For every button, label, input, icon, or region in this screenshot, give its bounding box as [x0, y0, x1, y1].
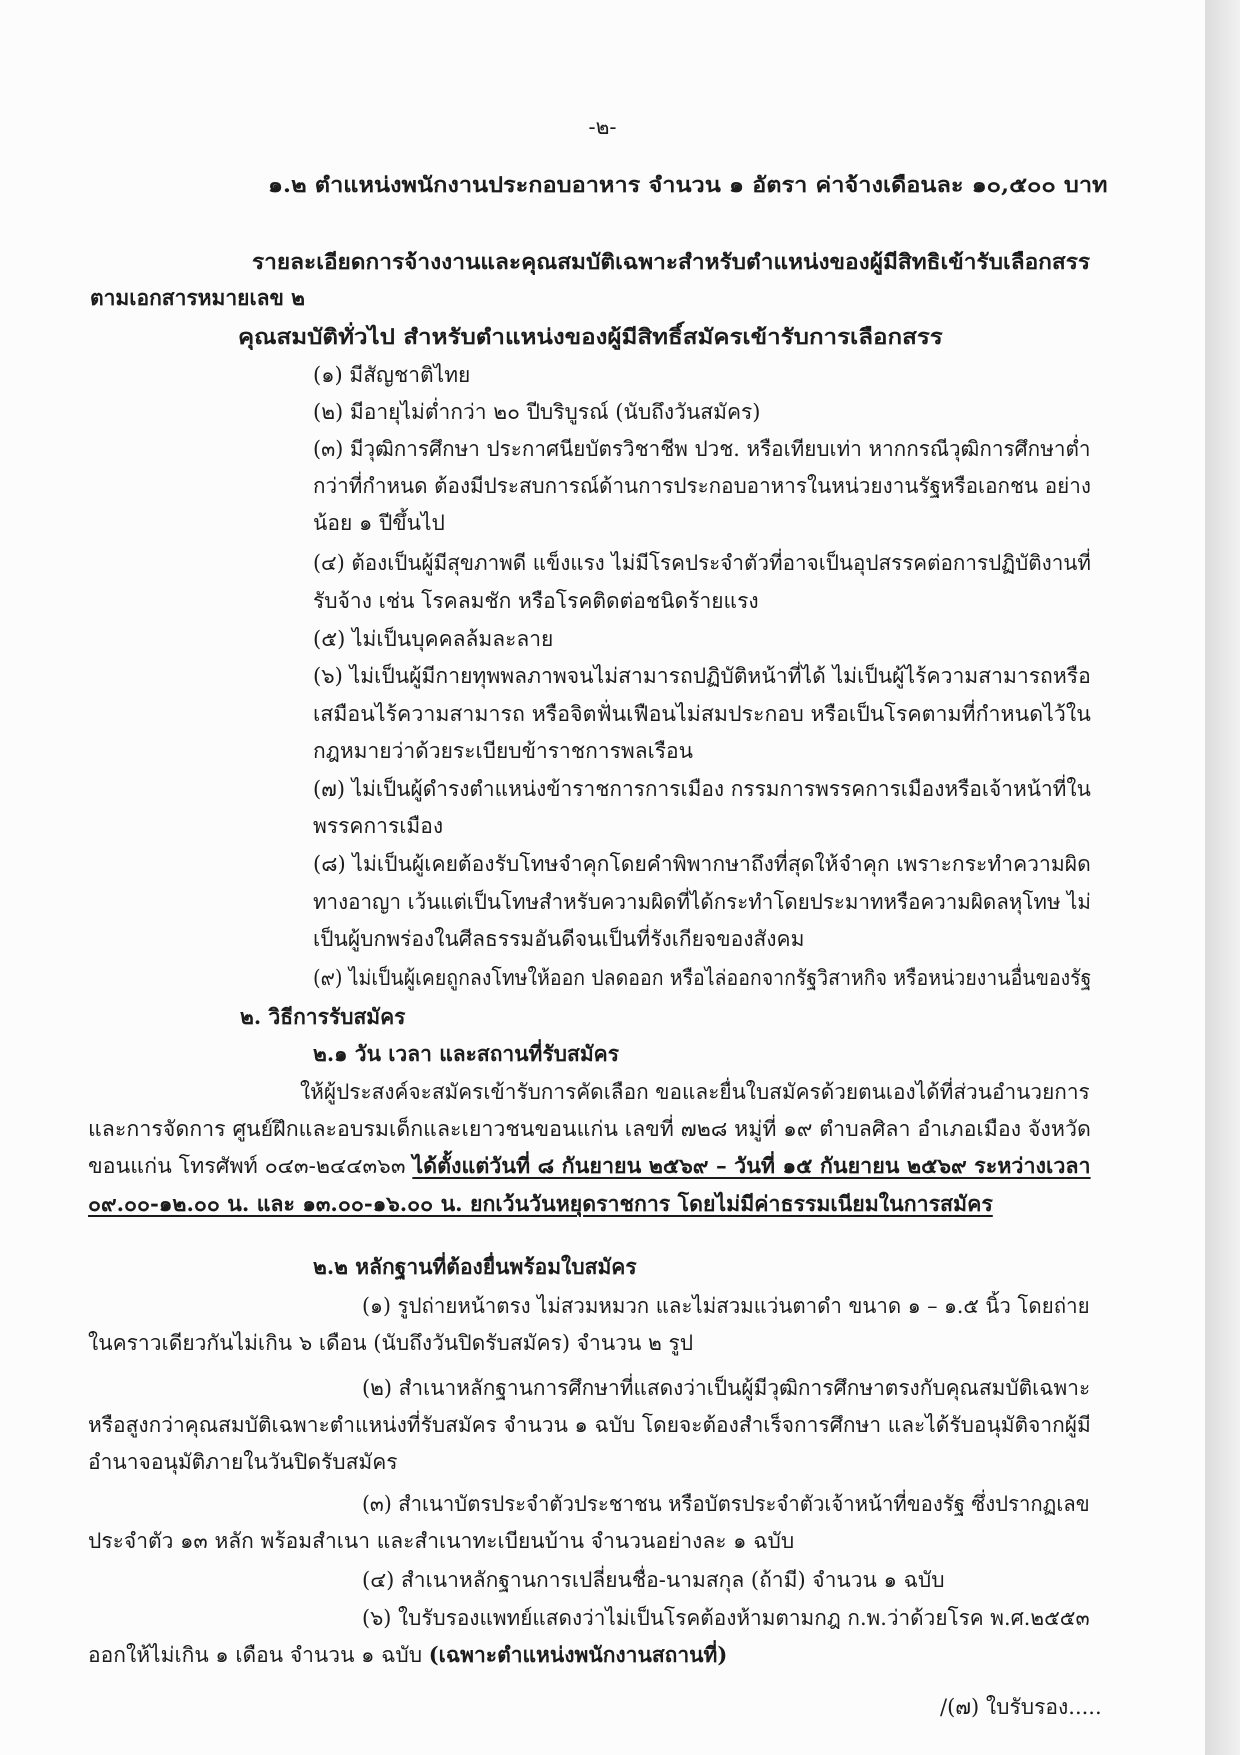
qualification-item: (๗) ไม่เป็นผู้ดำรงตำแหน่งข้าราชการการเมือง กรรมการพรรคการเมืองหรือเจ้าหน้าที่ใน — [313, 777, 1091, 801]
qualification-item-cont: เสมือนไร้ความสามารถ หรือจิตฟั่นเฟือนไม่สมประกอบ หรือเป็นโรคตามที่กำหนดไว้ใน — [313, 702, 1091, 726]
application-paragraph-line — [88, 1151, 1091, 1181]
document-item-cont — [88, 1640, 727, 1670]
qualification-item: (๓) มีวุฒิการศึกษา ประกาศนียบัตรวิชาชีพ ปวช. หรือเทียบเท่า หากกรณีวุฒิการศึกษาต่ำ — [313, 437, 1091, 461]
phone-text: ขอนแก่น โทรศัพท์ ๐๔๓-๒๔๔๓๖๓ — [88, 1154, 413, 1178]
document-item: (๒) สำเนาหลักฐานการศึกษาที่แสดงว่าเป็นผู้มีวุฒิการศึกษาตรงกับคุณสมบัติเฉพาะ — [362, 1376, 1091, 1400]
application-hours-text: ๐๙.๐๐-๑๒.๐๐ น. และ ๑๓.๐๐-๑๖.๐๐ น. ยกเว้นวันหยุดราชการ โดยไม่มีค่าธรรมเนียมในการสมัคร — [88, 1191, 993, 1216]
document-item: (๓) สำเนาบัตรประจำตัวประชาชน หรือบัตรประจำตัวเจ้าหน้าที่ของรัฐ ซึ่งปรากฏเลข — [362, 1492, 1090, 1516]
qualification-item-cont: กว่าที่กำหนด ต้องมีประสบการณ์ด้านการประกอบอาหารในหน่วยงานรัฐหรือเอกชน อย่าง — [313, 474, 1091, 498]
certificate-scope-note: (เฉพาะตำแหน่งพนักงานสถานที่) — [428, 1642, 728, 1667]
qualification-item: (๑) มีสัญชาติไทย — [313, 363, 471, 387]
qualification-item: (๖) ไม่เป็นผู้มีกายทุพพลภาพจนไม่สามารถปฏิบัติหน้าที่ได้ ไม่เป็นผู้ไร้ความสามารถหรือ — [313, 664, 1091, 688]
qualification-item-cont: น้อย ๑ ปีขึ้นไป — [313, 511, 445, 535]
qualification-item-cont: เป็นผู้บกพร่องในศีลธรรมอันดีจนเป็นที่รังเกียจของสังคม — [313, 927, 805, 951]
section-2-1-heading: ๒.๑ วัน เวลา และสถานที่รับสมัคร — [313, 1041, 619, 1066]
qualification-item-cont: ทางอาญา เว้นแต่เป็นโทษสำหรับความผิดที่ได้กระทำโดยประมาทหรือความผิดลหุโทษ ไม่ — [313, 890, 1091, 914]
document-item-cont: อำนาจอนุมัติภายในวันปิดรับสมัคร — [88, 1450, 398, 1474]
detail-paragraph-line: ตามเอกสารหมายเลข ๒ — [90, 285, 306, 310]
position-heading: ๑.๒ ตำแหน่งพนักงานประกอบอาหาร จำนวน ๑ อัตรา ค่าจ้างเดือนละ ๑๐,๕๐๐ บาท — [268, 172, 1108, 197]
document-item: (๑) รูปถ่ายหน้าตรง ไม่สวมหมวก และไม่สวมแว่นตาดำ ขนาด ๑ – ๑.๕ นิ้ว โดยถ่าย — [362, 1294, 1090, 1318]
section-2-heading: ๒. วิธีการรับสมัคร — [240, 1004, 406, 1029]
scan-edge — [1205, 0, 1240, 1755]
qualification-item: (๘) ไม่เป็นผู้เคยต้องรับโทษจำคุกโดยคำพิพากษาถึงที่สุดให้จำคุก เพราะกระทำความผิด — [313, 852, 1091, 876]
qualification-item-cont: กฎหมายว่าด้วยระเบียบข้าราชการพลเรือน — [313, 739, 694, 763]
page-number: -๒- — [588, 115, 617, 139]
qualification-item: (๕) ไม่เป็นบุคคลล้มละลาย — [313, 627, 554, 651]
application-period-text: ได้ตั้งแต่วันที่ ๘ กันยายน ๒๕๖๙ – วันที่ ๑๕ กันยายน ๒๕๖๙ ระหว่างเวลา — [412, 1153, 1091, 1178]
certificate-validity-text: ออกให้ไม่เกิน ๑ เดือน จำนวน ๑ ฉบับ — [88, 1643, 429, 1667]
qualification-item: (๔) ต้องเป็นผู้มีสุขภาพดี แข็งแรง ไม่มีโรคประจำตัวที่อาจเป็นอุปสรรคต่อการปฏิบัติงานที่ — [313, 551, 1092, 575]
application-paragraph-line: และการจัดการ ศูนย์ฝึกและอบรมเด็กและเยาวชนขอนแก่น เลขที่ ๗๒๘ หมู่ที่ ๑๙ ตำบลศิลา อำเภอเมือง จังหวัด — [88, 1117, 1091, 1141]
general-qualifications-heading: คุณสมบัติทั่วไป สำหรับตำแหน่งของผู้มีสิทธิ์สมัครเข้ารับการเลือกสรร — [238, 324, 943, 349]
document-item-cont: ประจำตัว ๑๓ หลัก พร้อมสำเนา และสำเนาทะเบียนบ้าน จำนวนอย่างละ ๑ ฉบับ — [88, 1529, 795, 1553]
document-item: (๖) ใบรับรองแพทย์แสดงว่าไม่เป็นโรคต้องห้ามตามกฎ ก.พ.ว่าด้วยโรค พ.ศ.๒๕๕๓ — [362, 1606, 1090, 1630]
qualification-item-cont: พรรคการเมือง — [313, 814, 444, 838]
qualification-item: (๙) ไม่เป็นผู้เคยถูกลงโทษให้ออก ปลดออก หรือไล่ออกจากรัฐวิสาหกิจ หรือหน่วยงานอื่นของรัฐ — [313, 966, 1092, 990]
continued-footer: /(๗) ใบรับรอง..... — [940, 1695, 1102, 1719]
document-item: (๔) สำเนาหลักฐานการเปลี่ยนชื่อ-นามสกุล (ถ้ามี) จำนวน ๑ ฉบับ — [362, 1568, 945, 1592]
document-item-cont: ในคราวเดียวกันไม่เกิน ๖ เดือน (นับถึงวันปิดรับสมัคร) จำนวน ๒ รูป — [88, 1331, 694, 1355]
qualification-item-cont: รับจ้าง เช่น โรคลมชัก หรือโรคติดต่อชนิดร้ายแรง — [313, 589, 759, 613]
qualification-item: (๒) มีอายุไม่ต่ำกว่า ๒๐ ปีบริบูรณ์ (นับถึงวันสมัคร) — [313, 400, 761, 424]
section-2-2-heading: ๒.๒ หลักฐานที่ต้องยื่นพร้อมใบสมัคร — [313, 1254, 637, 1279]
detail-paragraph-line: รายละเอียดการจ้างงานและคุณสมบัติเฉพาะสำหรับตำแหน่งของผู้มีสิทธิเข้ารับเลือกสรร — [252, 249, 1091, 274]
document-item-cont: หรือสูงกว่าคุณสมบัติเฉพาะตำแหน่งที่รับสมัคร จำนวน ๑ ฉบับ โดยจะต้องสำเร็จการศึกษา และได้รับอนุมัติจากผู้มี — [88, 1413, 1091, 1437]
application-paragraph-line: ให้ผู้ประสงค์จะสมัครเข้ารับการคัดเลือก ขอและยื่นใบสมัครด้วยตนเองได้ที่ส่วนอำนวยการ — [300, 1080, 1090, 1104]
